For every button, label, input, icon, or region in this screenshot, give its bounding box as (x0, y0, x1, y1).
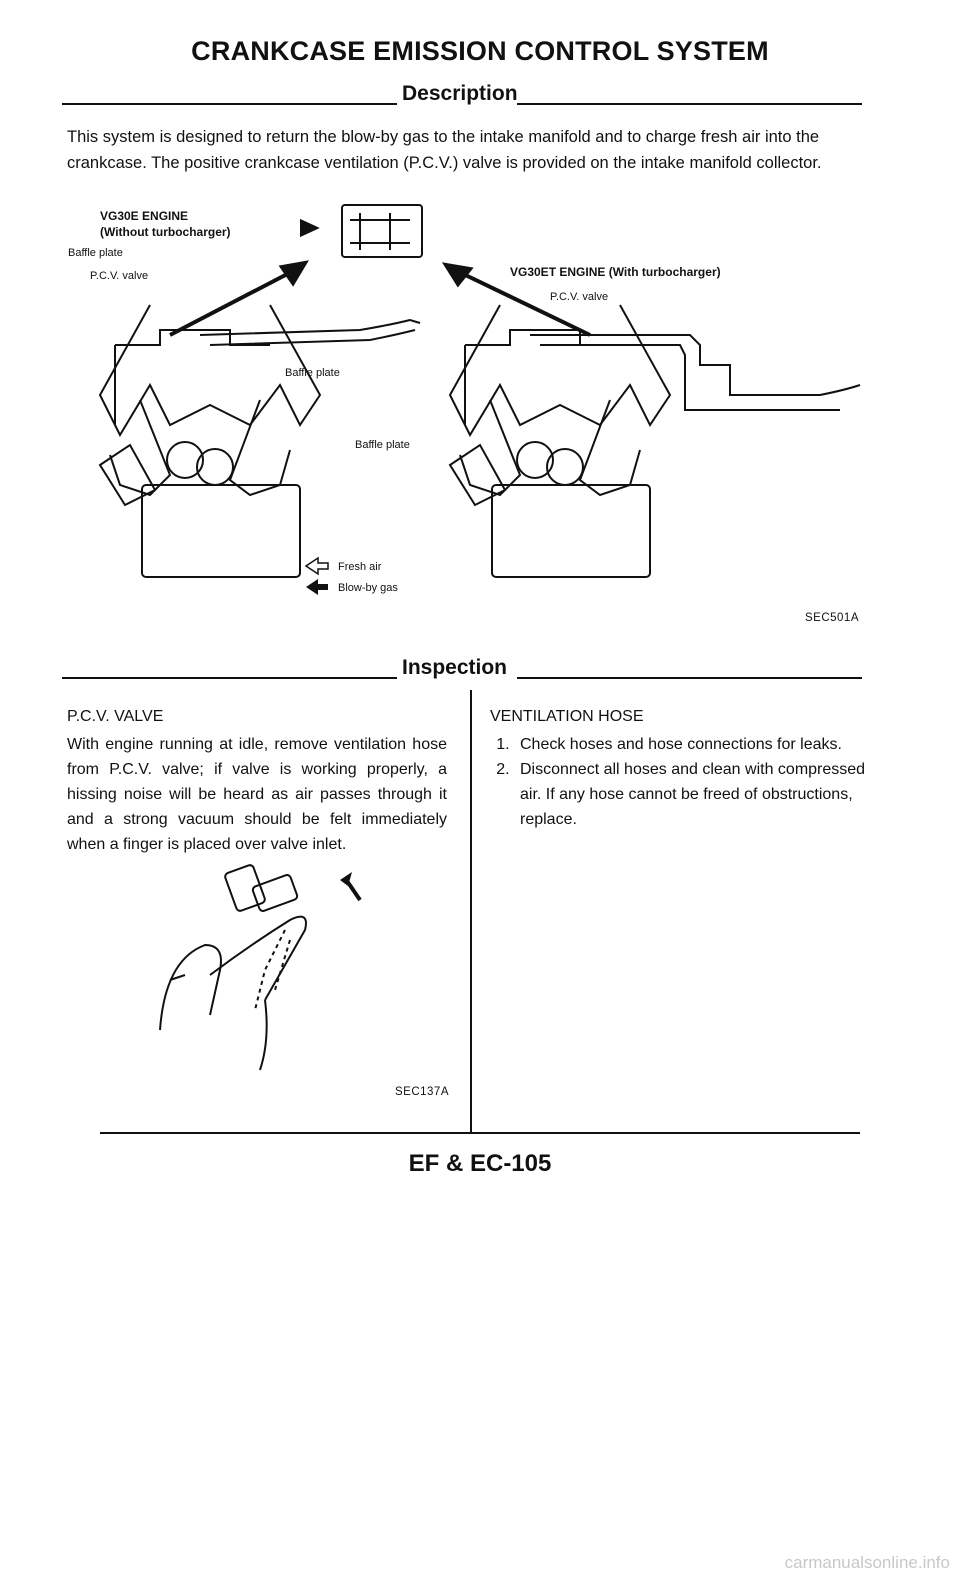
pcv-valve-detail (342, 205, 422, 257)
right-baffle-plate-label: Baffle plate (355, 439, 410, 451)
description-text: This system is designed to return the blow-by gas to the intake manifold and to charge fresh air into the crankcase. The positive crankcase ventilation (P.C.V.) valve is provided on the intake manifold collector. (67, 128, 822, 172)
bottom-rule (100, 1132, 860, 1134)
right-engine-subtitle: (With turbocharger) (608, 265, 721, 279)
description-heading-label: Description (402, 82, 518, 105)
pcv-valve-text: With engine running at idle, remove ventilation hose from P.C.V. valve; if valve is working properly, a hissing noise will be heard as air passes through it and a strong vacuum should be felt immediately when a finger is placed over valve inlet. (67, 736, 447, 853)
left-pcv-valve-label: P.C.V. valve (90, 270, 149, 282)
solid-arrow-icon (306, 579, 328, 595)
engine-diagram-graphic (60, 195, 880, 635)
left-engine-title: VG30E ENGINE (100, 209, 189, 223)
left-center-baffle-plate-label: Baffle plate (285, 367, 340, 379)
left-baffle-plate-label: Baffle plate (68, 247, 123, 259)
ventilation-hose-heading: VENTILATION HOSE (490, 708, 644, 725)
inspection-heading (62, 656, 862, 686)
ventilation-hose-item-2: 2. Disconnect all hoses and clean with compressed air. If any hose cannot be freed of obstructions, replace. (514, 757, 871, 832)
figure-code-sec137a: SEC137A (395, 1086, 450, 1098)
page-footer: EF & EC-105 (408, 1150, 552, 1177)
right-engine-drawing (450, 305, 860, 577)
ventilation-hose-item-1: 1. Check hoses and hose connections for leaks. (514, 732, 871, 757)
finger-valve-graphic (130, 850, 370, 1090)
pcv-system-diagram (60, 195, 880, 635)
right-engine-title-text: VG30ET ENGINE (510, 265, 606, 279)
left-engine-subtitle: (Without turbocharger) (100, 225, 231, 239)
watermark: carmanualsonline.info (784, 1553, 950, 1572)
page-title: CRANKCASE EMISSION CONTROL SYSTEM (191, 36, 769, 66)
legend-icons (306, 558, 328, 595)
right-pcv-valve-label: P.C.V. valve (550, 291, 609, 303)
finger-test-illustration (130, 850, 370, 1090)
ventilation-hose-list (486, 732, 871, 832)
open-arrow-icon (306, 558, 328, 574)
pcv-valve-heading: P.C.V. VALVE (67, 708, 164, 725)
right-engine-title (510, 265, 721, 279)
description-heading (62, 82, 862, 112)
inspection-heading-label: Inspection (402, 656, 508, 679)
legend-blow-by-gas: Blow-by gas (338, 582, 398, 594)
legend-fresh-air: Fresh air (338, 561, 382, 573)
figure-code-sec501a: SEC501A (805, 612, 860, 624)
column-divider (470, 690, 472, 1133)
